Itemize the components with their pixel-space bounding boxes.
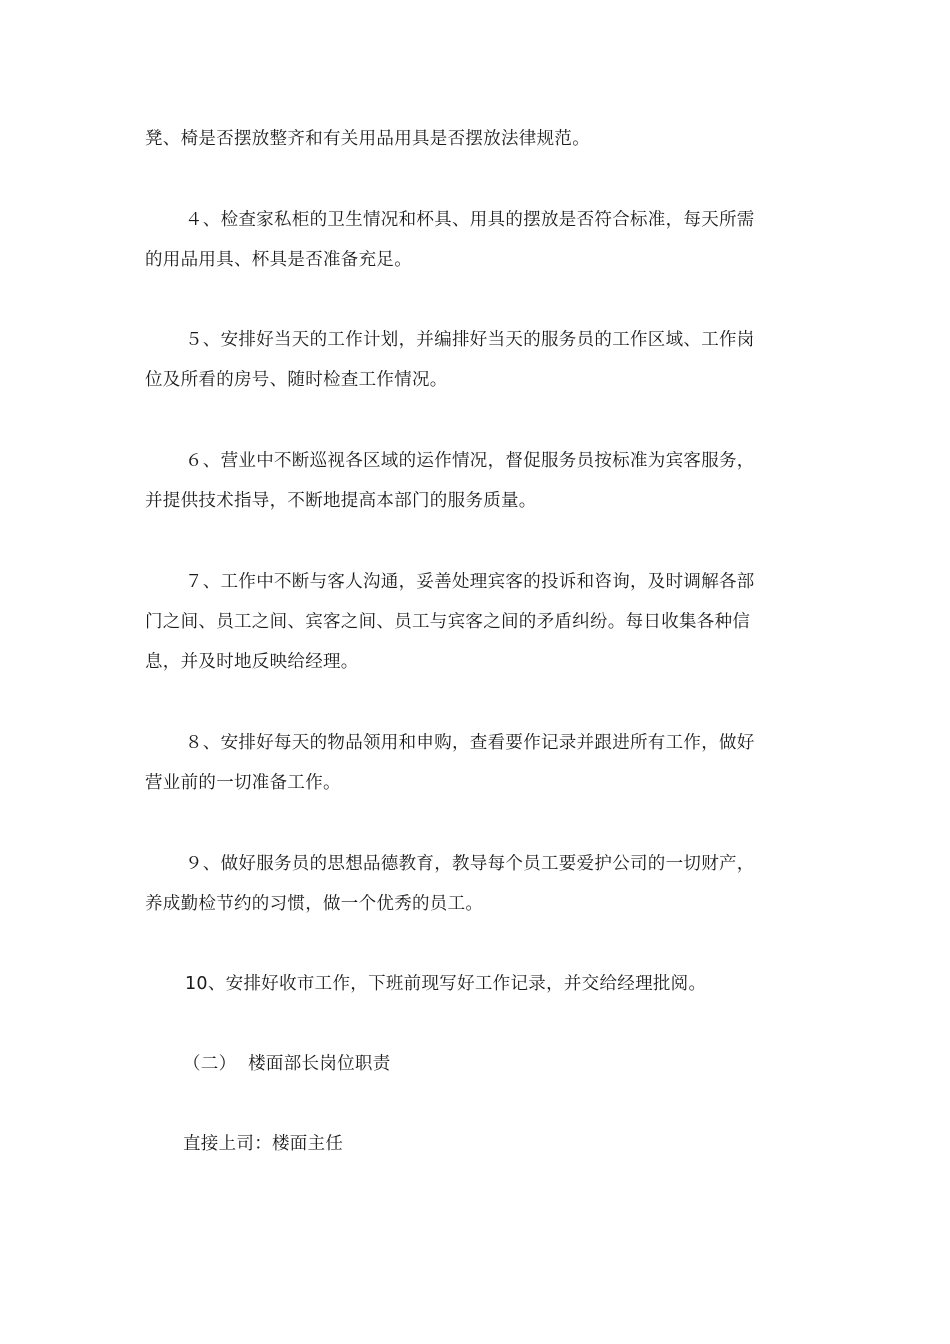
section-heading: （二） 楼面部长岗位职责 <box>183 1054 391 1074</box>
paragraph-line: ８、安排好每天的物品领用和申购，查看要作记录并跟进所有工作，做好 <box>185 733 755 753</box>
paragraph-line: 位及所看的房号、随时检查工作情况。 <box>145 370 448 390</box>
paragraph-line: 并提供技术指导，不断地提高本部门的服务质量。 <box>145 491 537 511</box>
paragraph-line: ５、安排好当天的工作计划，并编排好当天的服务员的工作区域、工作岗 <box>185 330 755 350</box>
paragraph-line: 凳、椅是否摆放整齐和有关用品用具是否摆放法律规范。 <box>145 129 590 149</box>
paragraph-line: ６、营业中不断巡视各区域的运作情况，督促服务员按标准为宾客服务， <box>185 451 755 471</box>
supervisor-line: 直接上司：楼面主任 <box>183 1134 344 1154</box>
paragraph-line: ４、检查家私柜的卫生情况和杯具、用具的摆放是否符合标准，每天所需 <box>185 210 755 230</box>
paragraph-line: ７、工作中不断与客人沟通，妥善处理宾客的投诉和咨询，及时调解各部 <box>185 572 755 592</box>
paragraph-line: 息，并及时地反映给经理。 <box>145 652 359 672</box>
paragraph-line: 的用品用具、杯具是否准备充足。 <box>145 250 412 270</box>
paragraph-line: ９、做好服务员的思想品德教育，教导每个员工要爱护公司的一切财产， <box>185 854 755 874</box>
paragraph-line: 养成勤检节约的习惯，做一个优秀的员工。 <box>145 894 484 914</box>
paragraph-line: 门之间、员工之间、宾客之间、员工与宾客之间的矛盾纠纷。每日收集各种信 <box>145 612 751 632</box>
paragraph-line: 10、安排好收市工作，下班前现写好工作记录，并交给经理批阅。 <box>185 974 707 994</box>
paragraph-line: 营业前的一切准备工作。 <box>145 773 341 793</box>
